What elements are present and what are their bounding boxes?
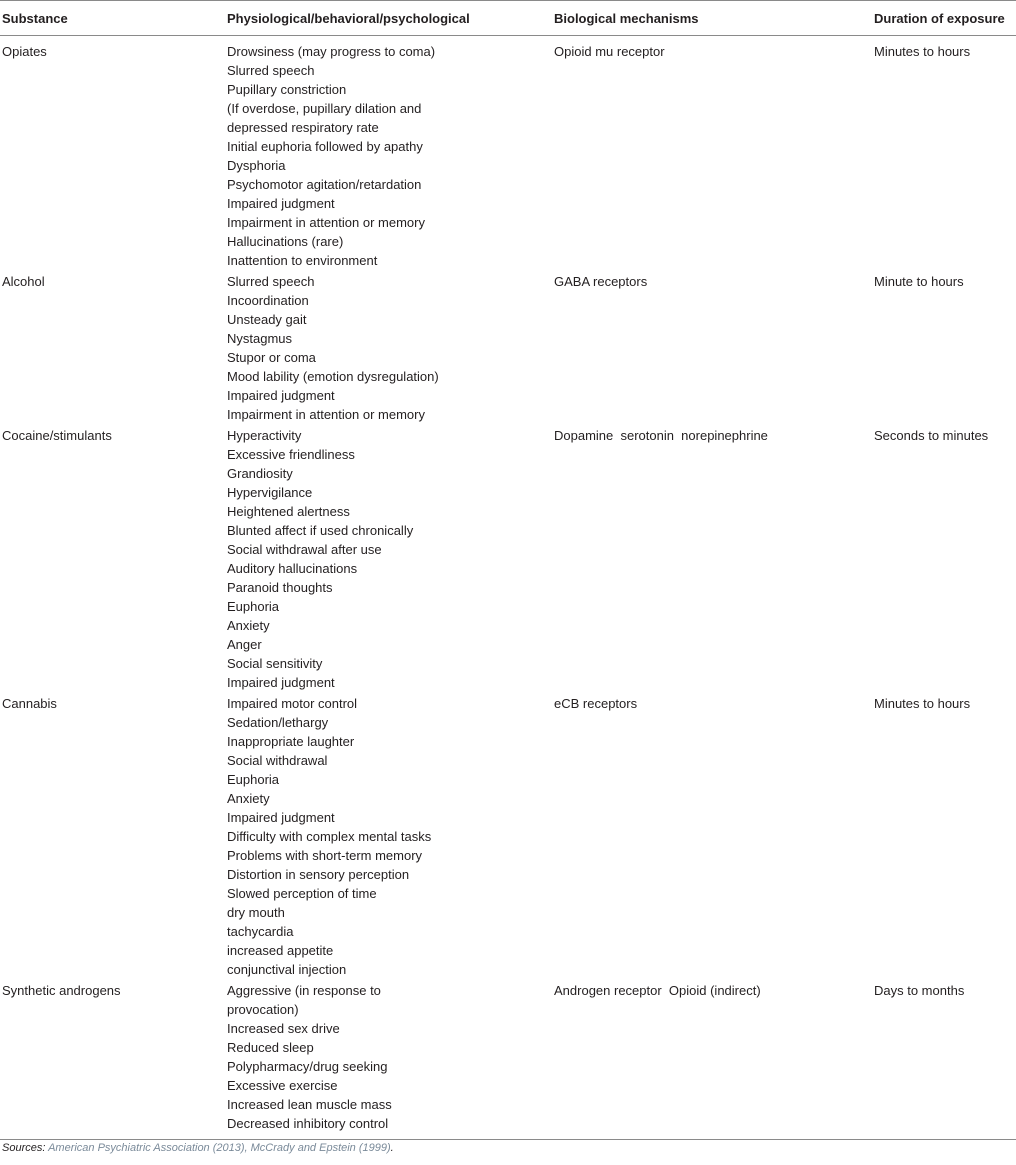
cell-substance: Opiates: [2, 44, 47, 59]
cell-mechanism: Opioid mu receptor: [554, 44, 665, 59]
effect-item: Impaired judgment: [227, 810, 335, 825]
cell-duration: Seconds to minutes: [874, 428, 989, 443]
effect-item: Decreased inhibitory control: [227, 1116, 389, 1131]
effect-item: Slurred speech: [227, 274, 315, 289]
effect-item: Hallucinations (rare): [227, 234, 344, 249]
effect-item: Blunted affect if used chronically: [227, 523, 414, 538]
effect-item: Hyperactivity: [227, 428, 302, 443]
effect-item: tachycardia: [227, 924, 294, 939]
cell-duration: Minutes to hours: [874, 44, 971, 59]
header-substance: Substance: [0, 1, 225, 36]
effect-item: Incoordination: [227, 293, 309, 308]
effect-item: Grandiosity: [227, 466, 293, 481]
effect-item: Impairment in attention or memory: [227, 407, 425, 422]
table-body: [0, 36, 1016, 1140]
sources-note: [2, 1142, 394, 1154]
table-row: [0, 979, 1016, 1140]
effect-item: Hypervigilance: [227, 485, 313, 500]
effect-item: Social sensitivity: [227, 656, 323, 671]
cell-substance: Synthetic androgens: [0, 979, 225, 1140]
effect-item: Anxiety: [227, 618, 270, 633]
effect-item: Difficulty with complex mental tasks: [227, 829, 432, 844]
effect-item: Excessive friendliness: [227, 447, 355, 462]
header-row: [0, 1, 1016, 36]
effect-item: increased appetite: [227, 943, 334, 958]
table-row: [0, 270, 1016, 424]
effect-item: (If overdose, pupillary dilation and: [227, 101, 422, 116]
effect-item: Polypharmacy/drug seeking: [227, 1059, 388, 1074]
effect-item: Inattention to environment: [227, 253, 378, 268]
cell-substance: Cannabis: [2, 696, 57, 711]
cell-mechanism: Androgen receptor Opioid (indirect): [552, 979, 872, 1140]
effect-item: Euphoria: [227, 599, 280, 614]
cell-duration: Minutes to hours: [874, 696, 971, 711]
header-effects: Physiological/behavioral/psychological: [225, 1, 552, 36]
effect-item: Social withdrawal: [227, 753, 328, 768]
effect-item: Inappropriate laughter: [227, 734, 355, 749]
header-duration: Duration of exposure: [872, 1, 1016, 36]
cell-duration: Minute to hours: [874, 274, 964, 289]
cell-effects: [225, 692, 552, 979]
effect-item: dry mouth: [227, 905, 285, 920]
effect-item: Auditory hallucinations: [227, 561, 358, 576]
effect-item: Impaired judgment: [227, 388, 335, 403]
table-row: [0, 36, 1016, 271]
cell-effects: [225, 270, 552, 424]
effect-item: Problems with short-term memory: [227, 848, 423, 863]
effect-item: Euphoria: [227, 772, 280, 787]
effect-item: Impaired judgment: [227, 675, 335, 690]
effect-item: Impaired judgment: [227, 196, 335, 211]
effect-item: Sedation/lethargy: [227, 715, 329, 730]
cell-effects: [225, 979, 552, 1140]
effect-item: Stupor or coma: [227, 350, 316, 365]
effect-item: Paranoid thoughts: [227, 580, 333, 595]
cell-mechanism: Dopamine serotonin norepinephrine: [554, 428, 768, 443]
table-header: [0, 1, 1016, 36]
effect-item: Increased lean muscle mass: [227, 1097, 392, 1112]
sources-end: .: [390, 1142, 394, 1154]
sources-label: Sources:: [2, 1142, 46, 1154]
sources-references: American Psychiatric Association (2013), McCrady and Epstein (1999): [48, 1142, 391, 1154]
cell-substance: Alcohol: [2, 274, 45, 289]
effect-item: Social withdrawal after use: [227, 542, 382, 557]
effect-item: Unsteady gait: [227, 312, 307, 327]
effect-item: Impaired motor control: [227, 696, 358, 711]
table-row: [0, 692, 1016, 979]
cell-substance: Cocaine/stimulants: [2, 428, 112, 443]
effect-item: depressed respiratory rate: [227, 120, 379, 135]
effect-item: Anger: [227, 637, 262, 652]
effect-item: Excessive exercise: [227, 1078, 338, 1093]
effect-item: Increased sex drive: [227, 1021, 340, 1036]
effect-item: provocation): [227, 1002, 299, 1017]
effect-item: conjunctival injection: [227, 962, 347, 977]
effect-item: Slurred speech: [227, 63, 315, 78]
cell-mechanism: GABA receptors: [554, 274, 648, 289]
effect-item: Psychomotor agitation/retardation: [227, 177, 422, 192]
effect-item: Mood lability (emotion dysregulation): [227, 369, 439, 384]
effect-item: Heightened alertness: [227, 504, 350, 519]
cell-duration: Days to months: [872, 979, 1016, 1140]
cell-effects: [225, 36, 552, 271]
cell-effects: [225, 424, 552, 692]
effect-item: Slowed perception of time: [227, 886, 377, 901]
cell-mechanism: eCB receptors: [554, 696, 638, 711]
effect-item: Drowsiness (may progress to coma): [227, 44, 436, 59]
effect-item: Impairment in attention or memory: [227, 215, 425, 230]
effect-item: Anxiety: [227, 791, 270, 806]
effect-item: Dysphoria: [227, 158, 286, 173]
effect-item: Aggressive (in response to: [227, 983, 381, 998]
effect-item: Pupillary constriction: [227, 82, 347, 97]
header-mechanisms: Biological mechanisms: [552, 1, 872, 36]
effect-item: Nystagmus: [227, 331, 293, 346]
effect-item: Distortion in sensory perception: [227, 867, 410, 882]
effect-item: Initial euphoria followed by apathy: [227, 139, 423, 154]
effect-item: Reduced sleep: [227, 1040, 314, 1055]
table-row: [0, 424, 1016, 692]
